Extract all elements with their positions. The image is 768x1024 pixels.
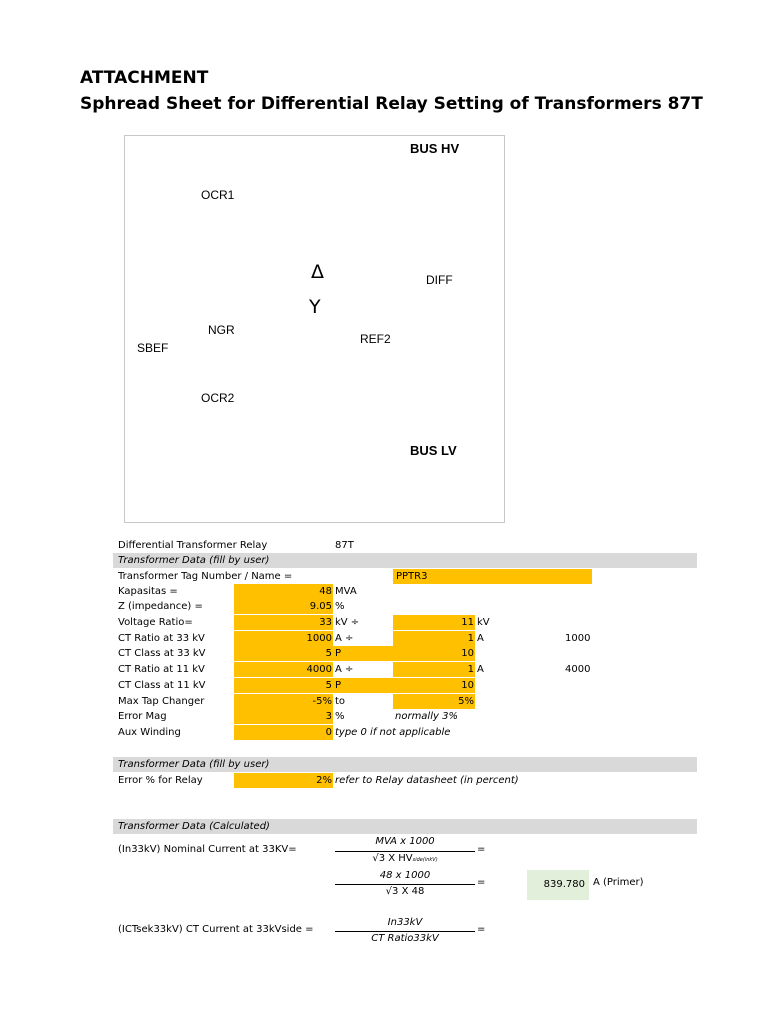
relay-error-note: refer to Relay datasheet (in percent) (335, 775, 519, 786)
ct-class-11-input[interactable]: 5 (234, 678, 333, 693)
ct-ratio-33-unit: A (477, 633, 484, 644)
tap-changer-row (0, 694, 768, 709)
error-mag-label: Error Mag (118, 711, 167, 722)
ref2-label: REF2 (360, 332, 391, 346)
ct-ratio-33-extra: 1000 (565, 633, 591, 644)
nominal-current-denominator-2: √3 X 48 (385, 886, 425, 897)
nominal-current-fraction-line (335, 851, 475, 852)
relay-label: Differential Transformer Relay (118, 540, 268, 551)
tap-changer-min-input[interactable]: -5% (234, 694, 333, 709)
ct-current-denominator: CT Ratio33kV (371, 933, 439, 944)
ct-ratio-11-label: CT Ratio at 11 kV (118, 664, 205, 675)
nominal-current-equals-2: = (477, 877, 486, 888)
nominal-current-result-unit: A (Primer) (593, 877, 644, 888)
diff-label: DIFF (426, 273, 453, 287)
ct-ratio-11-extra: 4000 (565, 664, 591, 675)
ct-current-fraction-line (335, 931, 475, 932)
ct-class-33-label: CT Class at 33 kV (118, 648, 206, 659)
bus-hv-label: BUS HV (410, 141, 460, 156)
ct-class-11-input-2[interactable]: 10 (393, 678, 475, 693)
section-calculated-label: Transformer Data (Calculated) (118, 821, 270, 832)
ct-class-33-class[interactable]: P (333, 646, 393, 661)
impedance-row (0, 599, 768, 614)
impedance-unit: % (335, 601, 345, 612)
kapasitas-unit: MVA (335, 586, 357, 597)
voltage-ratio-row (0, 615, 768, 630)
page-title: ATTACHMENT (80, 68, 209, 88)
page-subtitle: Sphread Sheet for Differential Relay Setting of Transformers 87T (80, 94, 703, 114)
nominal-current-denominator-main: √3 X HV (372, 853, 413, 864)
error-mag-row (0, 709, 768, 724)
ct-class-33-input[interactable]: 5 (234, 646, 333, 661)
ct-ratio-11-separator: A ÷ (335, 664, 354, 675)
kapasitas-row (0, 584, 768, 599)
ct-current-label: (ICTsek33kV) CT Current at 33kVside = (118, 924, 314, 935)
aux-winding-label: Aux Winding (118, 727, 181, 738)
section-user-data-label: Transformer Data (fill by user) (118, 555, 270, 566)
impedance-input[interactable]: 9.05 (234, 599, 333, 614)
aux-winding-row (0, 725, 768, 740)
nominal-current-denominator-sub: side(inkV) (412, 857, 438, 863)
ct-ratio-33-row (0, 631, 768, 646)
nominal-current-label: (In33kV) Nominal Current at 33KV= (118, 844, 297, 855)
ct-class-33-row (0, 646, 768, 661)
ct-class-11-row (0, 678, 768, 693)
nominal-current-result: 839.780 (527, 870, 589, 900)
voltage-ratio-label: Voltage Ratio= (118, 617, 193, 628)
section-header-user-data-2 (0, 757, 768, 772)
tag-input[interactable]: PPTR3 (393, 569, 592, 584)
tag-row (0, 569, 768, 584)
ct-ratio-11-row (0, 662, 768, 677)
aux-winding-note: type 0 if not applicable (335, 727, 451, 738)
ct-ratio-33-separator: A ÷ (335, 633, 354, 644)
relay-error-row (0, 773, 768, 788)
nominal-current-fraction-line-2 (335, 884, 475, 885)
bus-lv-label: BUS LV (410, 443, 457, 458)
kapasitas-label: Kapasitas = (118, 586, 178, 597)
ct-ratio-11-unit: A (477, 664, 484, 675)
voltage-hv-input[interactable]: 33 (234, 615, 333, 630)
ct-ratio-11-primary-input[interactable]: 4000 (234, 662, 333, 677)
ocr1-label: OCR1 (201, 188, 235, 202)
impedance-label: Z (impedance) = (118, 601, 203, 612)
kapasitas-input[interactable]: 48 (234, 584, 333, 599)
nominal-current-equals: = (477, 844, 486, 855)
tap-changer-label: Max Tap Changer (118, 696, 205, 707)
ct-class-11-label: CT Class at 11 kV (118, 680, 206, 691)
section-header-calculated (0, 819, 768, 834)
delta-symbol: Δ (311, 261, 324, 283)
nominal-current-numerator-2: 48 x 1000 (379, 870, 431, 881)
section-user-data-2-label: Transformer Data (fill by user) (118, 759, 270, 770)
ct-ratio-33-label: CT Ratio at 33 kV (118, 633, 205, 644)
ct-ratio-33-primary-input[interactable]: 1000 (234, 631, 333, 646)
tag-label: Transformer Tag Number / Name = (118, 571, 293, 582)
voltage-ratio-separator: kV ÷ (335, 617, 360, 628)
wye-symbol: Y (309, 296, 321, 318)
section-header-user-data (0, 553, 768, 568)
error-mag-unit: % (335, 711, 345, 722)
relay-row (0, 538, 768, 553)
ct-ratio-11-secondary-input[interactable]: 1 (393, 662, 475, 677)
ct-class-33-input-2[interactable]: 10 (393, 646, 475, 661)
relay-value: 87T (335, 540, 354, 551)
ngr-label: NGR (208, 323, 235, 337)
error-mag-note: normally 3% (395, 711, 458, 722)
nominal-current-numerator: MVA x 1000 (375, 836, 435, 847)
single-line-diagram (124, 135, 505, 523)
ct-ratio-33-secondary-input[interactable]: 1 (393, 631, 475, 646)
voltage-lv-input[interactable]: 11 (393, 615, 475, 630)
relay-error-input[interactable]: 2% (234, 773, 333, 788)
nominal-current-denominator (335, 853, 475, 864)
tap-changer-separator: to (335, 696, 346, 707)
ocr2-label: OCR2 (201, 391, 235, 405)
sbef-label: SBEF (137, 341, 169, 355)
tap-changer-max-input[interactable]: 5% (393, 694, 475, 709)
ct-current-numerator: In33kV (387, 917, 423, 928)
voltage-ratio-unit: kV (477, 617, 490, 628)
error-mag-input[interactable]: 3 (234, 709, 333, 724)
relay-error-label: Error % for Relay (118, 775, 203, 786)
ct-class-11-class[interactable]: P (333, 678, 393, 693)
ct-current-equals: = (477, 924, 486, 935)
aux-winding-input[interactable]: 0 (234, 725, 333, 740)
